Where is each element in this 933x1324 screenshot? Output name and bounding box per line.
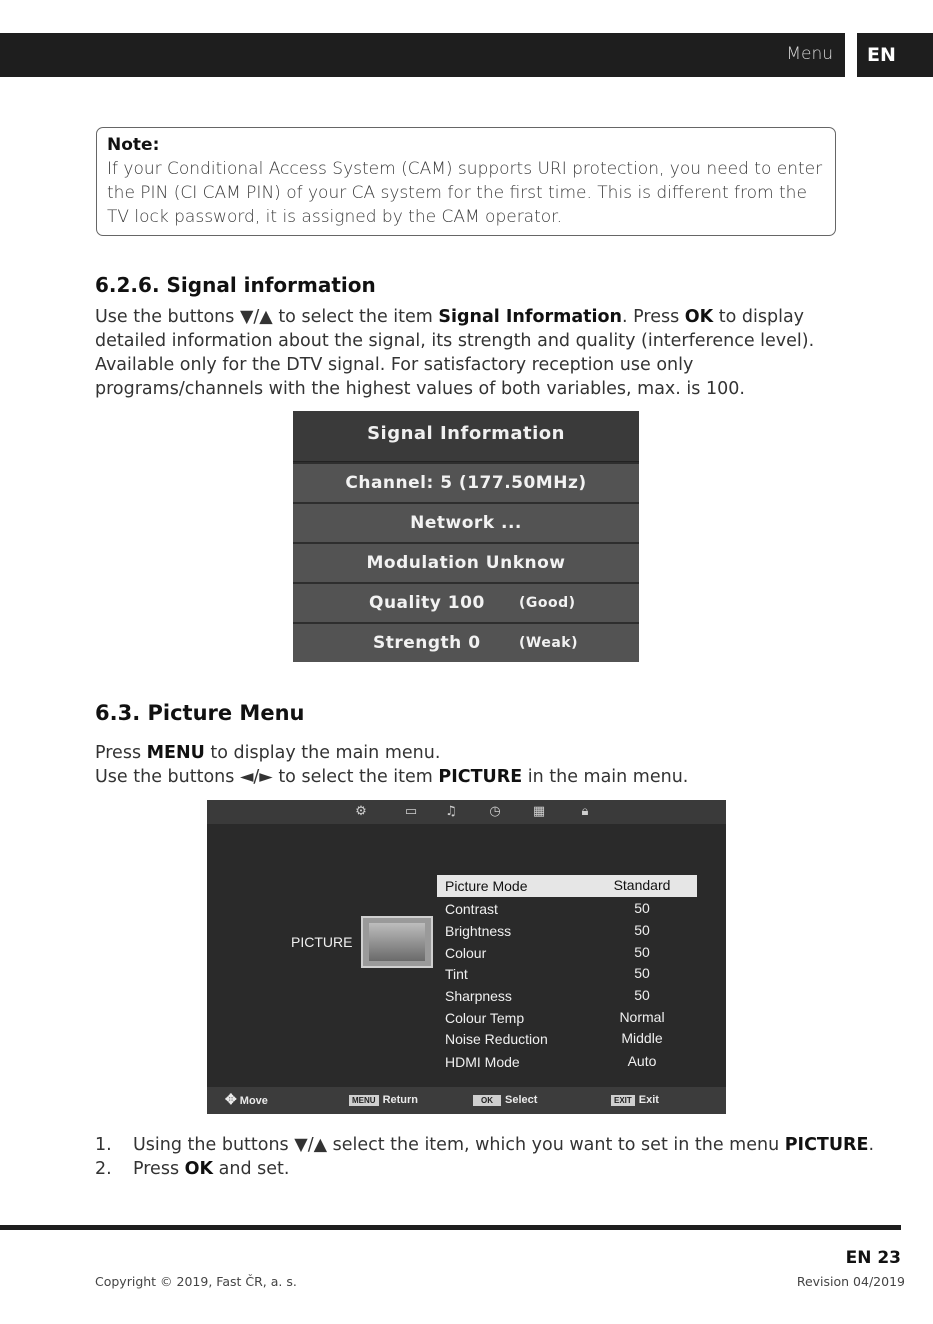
signal-row-channel xyxy=(293,462,639,502)
signal-row-strength xyxy=(293,622,639,662)
section-heading-signal: 6.2.6. Signal information xyxy=(95,273,376,297)
gear-icon: ⚙ xyxy=(355,804,367,819)
tv-footer-move-label: Move xyxy=(239,1095,268,1107)
tv-item-value: Middle xyxy=(621,1030,663,1046)
text-run: Press xyxy=(95,743,147,763)
text-run: Use the buttons ▼/▲ to select the item xyxy=(95,307,439,327)
tv-thumbnail-screen xyxy=(369,923,425,961)
tv-footer-exit xyxy=(611,1094,659,1106)
tv-footer-exit-label: Exit xyxy=(638,1094,659,1106)
tv-menu-item-tint[interactable] xyxy=(437,963,697,985)
signal-quality-label: Quality 100 xyxy=(369,593,485,613)
section-heading-picture: 6.3. Picture Menu xyxy=(95,701,305,725)
text-run: . xyxy=(868,1135,875,1155)
text-run: in the main menu. xyxy=(522,767,689,787)
move-arrows-icon: ✥ xyxy=(225,1091,237,1107)
text-run: to display detailed information about the signal, its strength and quality (interference level). Available only for the DTV signal. For satisfactory reception use only programs/channels with the highest values of both variables, max. is 100. xyxy=(95,307,815,399)
signal-row-quality xyxy=(293,582,639,622)
signal-quality-status: (Good) xyxy=(519,595,576,611)
tv-menu-item-noise-reduction[interactable] xyxy=(437,1028,697,1050)
text-run: Using the buttons ▼/▲ select the item, which you want to set in the menu xyxy=(133,1135,785,1155)
picture-paragraph xyxy=(95,741,840,789)
tv-item-value: 50 xyxy=(634,965,650,981)
tv-item-value: 50 xyxy=(634,987,650,1003)
tv-menu-item-colour-temp[interactable] xyxy=(437,1007,697,1029)
tv-item-value: 50 xyxy=(634,922,650,938)
tv-footer-return xyxy=(349,1094,418,1106)
note-text: If your Conditional Access System (CAM) supports URI protection, you need to enter the PIN (CI CAM PIN) of your CA system for the first time. This is different from the TV lock password, it is assigned by the CAM operator. xyxy=(107,159,823,227)
signal-strength-label: Strength 0 xyxy=(373,633,481,653)
tv-menu-footer xyxy=(207,1087,726,1114)
clock-icon: ◷ xyxy=(489,804,501,819)
tv-footer-return-label: Return xyxy=(382,1094,419,1106)
signal-strength-status: (Weak) xyxy=(519,635,578,651)
page-number: EN 23 xyxy=(845,1248,901,1268)
text-run: Use the buttons ◄/► to select the item xyxy=(95,767,439,787)
signal-row-modulation xyxy=(293,542,639,582)
header-bar xyxy=(0,33,845,77)
tv-item-value: Auto xyxy=(627,1053,657,1069)
tv-footer-select xyxy=(473,1094,537,1106)
note-box xyxy=(96,127,836,236)
text-run: . Press xyxy=(622,307,685,327)
signal-information-panel xyxy=(293,411,639,662)
tv-menu-item-picture-mode[interactable] xyxy=(437,875,697,897)
signal-network-text: Network ... xyxy=(410,513,522,533)
bold-run: PICTURE xyxy=(438,767,523,787)
steps-list xyxy=(95,1133,874,1181)
text-run: and set. xyxy=(213,1159,290,1179)
note-title: Note: xyxy=(107,135,160,155)
tv-picture-menu xyxy=(207,800,726,1114)
tv-menu-item-hdmi-mode[interactable] xyxy=(437,1051,697,1073)
menu-key-icon: MENU xyxy=(349,1095,379,1106)
ok-key-icon: OK xyxy=(473,1095,501,1106)
tv-item-value: 50 xyxy=(634,944,650,960)
text-run: Press xyxy=(133,1159,185,1179)
signal-channel-text: Channel: 5 (177.50MHz) xyxy=(345,473,587,493)
copyright-text: Copyright © 2019, Fast ČR, a. s. xyxy=(95,1274,297,1289)
tv-item-value: Normal xyxy=(619,1009,665,1025)
tv-item-name: HDMI Mode xyxy=(445,1054,520,1070)
exit-key-icon: EXIT xyxy=(611,1095,635,1106)
music-note-icon: ♫ xyxy=(445,804,457,819)
tv-menu-item-sharpness[interactable] xyxy=(437,985,697,1007)
tv-item-name: Contrast xyxy=(445,901,498,917)
bold-run: PICTURE xyxy=(784,1135,869,1155)
grid-icon: ▦ xyxy=(532,804,546,819)
tv-item-name: Picture Mode xyxy=(445,878,528,894)
tv-menu-top-bar xyxy=(207,800,726,824)
header-lang-badge: EN xyxy=(857,33,933,77)
tv-footer-move xyxy=(225,1091,268,1108)
tv-item-name: Colour xyxy=(445,945,487,961)
footer-divider xyxy=(0,1225,901,1230)
tv-item-name: Tint xyxy=(445,966,468,982)
bold-run: MENU xyxy=(146,743,205,763)
bold-run: OK xyxy=(184,1159,214,1179)
tv-section-label: PICTURE xyxy=(291,934,353,950)
tv-picture-thumbnail-icon xyxy=(361,916,433,968)
list-item xyxy=(95,1133,874,1157)
tv-item-name: Noise Reduction xyxy=(445,1031,548,1047)
text-run: to display the main menu. xyxy=(204,743,441,763)
tv-item-name: Brightness xyxy=(445,923,512,939)
list-number: 1. xyxy=(95,1135,112,1155)
tv-item-name: Sharpness xyxy=(445,988,512,1004)
list-number: 2. xyxy=(95,1159,112,1179)
tv-item-value: Standard xyxy=(613,877,671,893)
revision-text: Revision 04/2019 xyxy=(796,1274,905,1289)
tv-menu-item-brightness[interactable] xyxy=(437,920,697,942)
monitor-icon: ▭ xyxy=(404,804,418,819)
signal-panel-title: Signal Information xyxy=(293,411,639,463)
tv-item-value: 50 xyxy=(634,900,650,916)
lock-icon: 🔒︎ xyxy=(581,804,589,819)
list-item xyxy=(95,1157,874,1181)
tv-item-name: Colour Temp xyxy=(445,1010,525,1026)
tv-footer-select-label: Select xyxy=(505,1094,538,1106)
signal-row-network xyxy=(293,502,639,542)
signal-modulation-text: Modulation Unknow xyxy=(366,553,566,573)
bold-run: OK xyxy=(684,307,714,327)
bold-run: Signal Information xyxy=(438,307,623,327)
header-menu-label: Menu xyxy=(786,44,833,64)
signal-paragraph xyxy=(95,305,840,401)
tv-menu-item-colour[interactable] xyxy=(437,942,697,964)
tv-menu-item-contrast[interactable] xyxy=(437,898,697,920)
